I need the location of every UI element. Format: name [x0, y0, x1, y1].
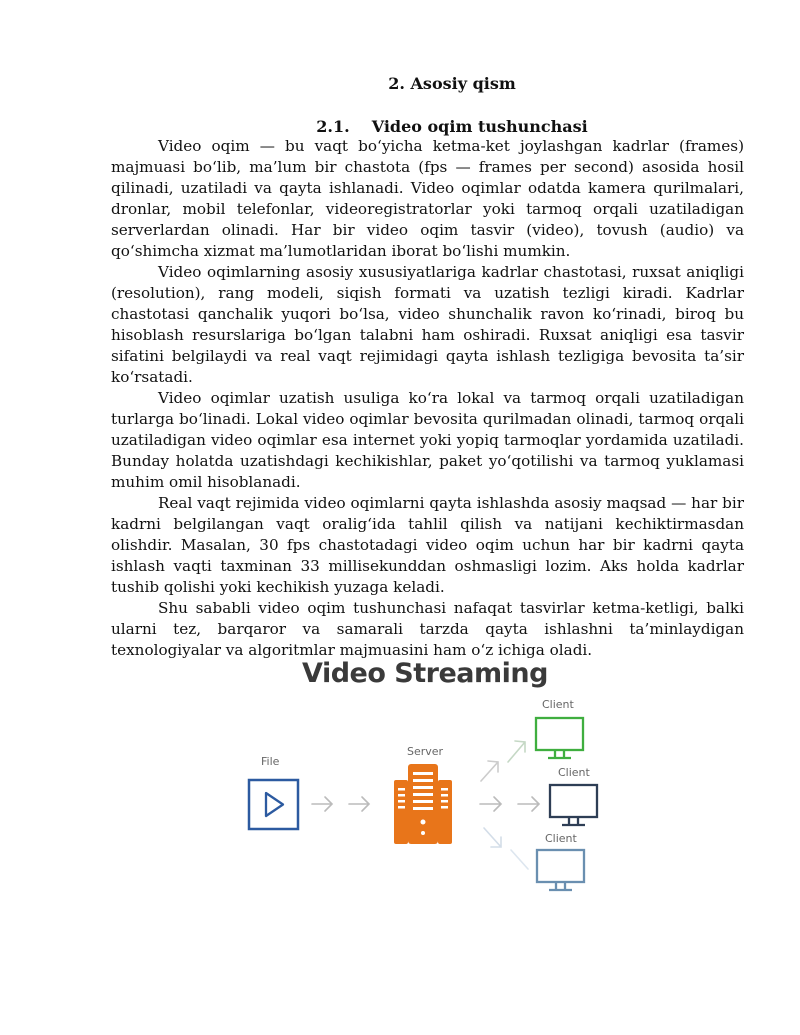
figure-title: Video Streaming [302, 658, 548, 689]
file-label: File [261, 755, 280, 768]
subsection-number: 2.1. [316, 117, 350, 136]
monitor-icon [550, 785, 597, 825]
arrow-icon [508, 741, 525, 762]
server-label: Server [407, 745, 444, 758]
section-heading [0, 74, 800, 93]
arrow-icon [349, 797, 369, 811]
section-number: 2. [388, 74, 405, 93]
client-label: Client [558, 766, 590, 779]
arrow-icon [484, 828, 501, 847]
file-play-icon [249, 780, 298, 829]
body-text [111, 136, 744, 661]
paragraph: Video oqimlarning asosiy xususiyatlariga kadrlar chastotasi, ruxsat aniqligi (resolution), rang modeli, siqish formati va uzatish tezligi kiradi. Kadrlar chastotasi qanchalik yuqori bo‘lsa, video shunchalik ravon ko‘rinadi, biroq bu hisoblash resurslariga bo‘lgan talabni ham oshiradi. Ruxsat aniqligi esa tasvir sifatini belgilaydi va real vaqt rejimidagi qayta ishlash tezligiga bevosita ta’sir ko‘rsatadi. [111, 263, 744, 386]
subsection-heading [0, 117, 800, 136]
arrow-icon [312, 797, 332, 811]
paragraph: Video oqimlar uzatish usuliga ko‘ra lokal va tarmoq orqali uzatiladigan turlarga bo‘linadi. Lokal video oqimlar bevosita qurilmadan olinadi, tarmoq orqali uzatiladigan video oqimlar esa internet yoki yopiq tarmoqlar yordamida uzatiladi. Bunday holatda uzatishdagi kechikishlar, paket yo‘qotilishi va tarmoq yuklamasi muhim omil hisoblanadi. [111, 389, 744, 491]
monitor-icon [536, 718, 583, 758]
arrow-icon [518, 797, 539, 811]
paragraph: Shu sababli video oqim tushunchasi nafaqat tasvirlar ketma-ketligi, balki ularni tez, barqaror va samarali tarzda qayta ishlashni ta’minlaydigan texnologiyalar va algoritmlar majmuasini ham o‘z ichiga oladi. [111, 599, 744, 659]
paragraph: Video oqim — bu vaqt bo‘yicha ketma-ket joylashgan kadrlar (frames) majmuasi bo‘lib, ma’lum bir chastota (fps — frames per second) asosida hosil qilinadi, uzatiladi va qayta ishlanadi. Video oqimlar odatda kamera qurilmalari, dronlar, mobil telefonlar, videoregistratorlar yoki tarmoq orqali uzatiladigan serverlardan olinadi. Har bir video oqim tasvir (video), tovush (audio) va qo‘shimcha xizmat ma’lumotlaridan iborat bo‘lishi mumkin. [111, 137, 744, 260]
section-title: Asosiy qism [410, 74, 516, 93]
subsection-title: Video oqim tushunchasi [371, 117, 588, 136]
arrow-icon [480, 797, 501, 811]
monitor-icon [537, 850, 584, 890]
server-icon [394, 764, 452, 844]
arrow-icon [511, 850, 528, 869]
video-streaming-figure [0, 652, 800, 912]
streaming-diagram [0, 652, 800, 912]
arrow-icon [481, 761, 498, 781]
client-label: Client [542, 698, 574, 711]
client-label: Client [545, 832, 577, 845]
paragraph: Real vaqt rejimida video oqimlarni qayta ishlashda asosiy maqsad — har bir kadrni belgilangan vaqt oralig‘ida tahlil qilish va natijani kechiktirmasdan olishdir. Masalan, 30 fps chastotadagi video oqim uchun har bir kadrni qayta ishlash vaqti taxminan 33 millisekunddan oshmasligi lozim. Aks holda kadrlar tushib qolishi yoki kechikish yuzaga keladi. [111, 494, 744, 596]
